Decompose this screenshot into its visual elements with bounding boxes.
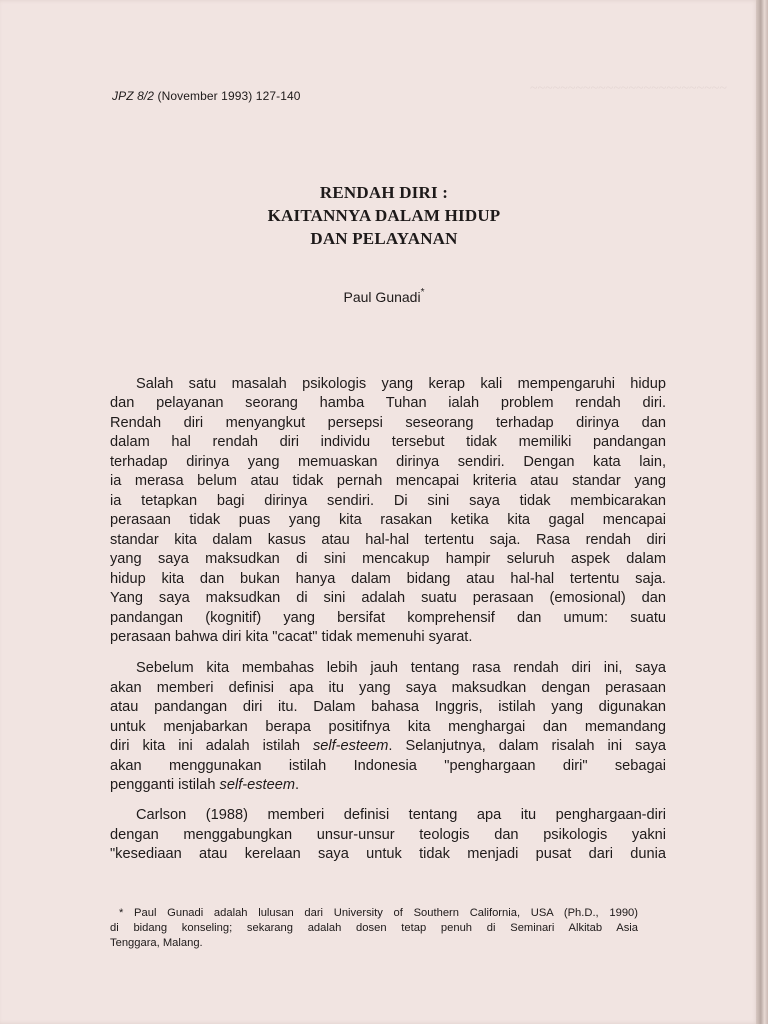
paragraph-1-line: ia merasa belum atau tidak pernah mencapai kriteria atau standar yang	[110, 473, 666, 489]
paragraph-2-line: akan menggunakan istilah Indonesia "penghargaan diri" sebagai	[110, 758, 666, 774]
paragraph-2-line: akan memberi definisi apa itu yang saya maksudkan dengan perasaan	[110, 680, 666, 696]
paragraph-2-line	[110, 776, 666, 795]
footnote-line: Tenggara, Malang.	[110, 937, 203, 949]
title-line-3: DAN PELAYANAN	[310, 229, 458, 248]
issue-info: (November 1993) 127-140	[157, 89, 301, 103]
paragraph-1-line: Rendah diri menyangkut persepsi seseorang terhadap dirinya dan	[110, 415, 666, 431]
footnote-line: di bidang konseling; sekarang adalah dosen tetap penuh di Seminari Alkitab Asia	[110, 922, 638, 934]
footnote-line: * Paul Gunadi adalah lulusan dari University of Southern California, USA (Ph.D., 1990)	[119, 907, 638, 919]
paragraph-3-line: "kesediaan atau kerelaan saya untuk tidak menjadi pusat dari dunia	[110, 846, 666, 862]
paragraph-2-text: . Selanjutnya, dalam risalah ini saya	[388, 738, 666, 754]
paragraph-1-line: dan pelayanan seorang hamba Tuhan ialah problem rendah diri.	[110, 395, 666, 411]
journal-citation	[112, 89, 301, 103]
paragraph-1-line: perasaan tidak puas yang kita rasakan ketika kita gagal mencapai	[110, 512, 666, 528]
page-edge	[756, 0, 768, 1024]
paragraph-3-line: Carlson (1988) memberi definisi tentang apa itu penghargaan-diri	[136, 807, 666, 823]
paragraph-2-line: atau pandangan diri itu. Dalam bahasa Inggris, istilah yang digunakan	[110, 699, 666, 715]
author-footnote-marker: *	[420, 287, 425, 298]
paragraph-2-term: self-esteem	[312, 738, 389, 754]
paragraph-1-line: pandangan (kognitif) yang bersifat komprehensif dan umum: suatu	[110, 610, 666, 626]
paragraph-1-line: Yang saya maksudkan di sini adalah suatu perasaan (emosional) dan	[110, 590, 666, 606]
paragraph-2-line	[110, 737, 666, 756]
paragraph-3-line: dengan menggabungkan unsur-unsur teologis dan psikologis yakni	[110, 827, 666, 843]
title-line-1: RENDAH DIRI :	[319, 183, 449, 202]
paragraph-1-line: hidup kita dan bukan hanya dalam bidang atau hal-hal tertentu saja.	[110, 571, 666, 587]
paragraph-2-text: .	[294, 777, 300, 793]
paragraph-1-line: standar kita dalam kasus atau hal-hal tertentu saja. Rasa rendah diri	[110, 532, 666, 548]
paragraph-2-term: self-esteem	[219, 777, 295, 793]
paragraph-1-line: yang saya maksudkan di sini mencakup hampir seluruh aspek dalam	[110, 551, 666, 567]
paragraph-2-line: untuk menjabarkan berapa positifnya kita menghargai dan memandang	[110, 719, 666, 735]
paragraph-1-line: perasaan bahwa diri kita "cacat" tidak memenuhi syarat.	[110, 629, 473, 645]
author-name: Paul Gunadi	[343, 289, 421, 305]
paragraph-2-text: pengganti istilah	[110, 777, 220, 793]
title-line-2: KAITANNYA DALAM HIDUP	[267, 206, 501, 225]
author-byline	[0, 289, 768, 305]
paragraph-1-line: Salah satu masalah psikologis yang kerap kali mempengaruhi hidup	[136, 376, 666, 392]
paragraph-1-line: ia tetapkan bagi dirinya sendiri. Di sini saya tidak membicarakan	[110, 493, 666, 509]
paragraph-2-line: Sebelum kita membahas lebih jauh tentang rasa rendah diri ini, saya	[136, 660, 666, 676]
paragraph-1-line: dalam hal rendah diri individu tersebut tidak memiliki pandangan	[110, 434, 666, 450]
paragraph-1-line: terhadap dirinya yang memuaskan dirinya sendiri. Dengan kata lain,	[110, 454, 666, 470]
paragraph-2-text: diri kita ini adalah istilah	[110, 738, 313, 754]
show-through-text: ~~~~~~~~~~~~~~~~~~~~~~~~~~	[530, 81, 727, 96]
journal-abbrev: JPZ 8/2	[112, 89, 155, 103]
